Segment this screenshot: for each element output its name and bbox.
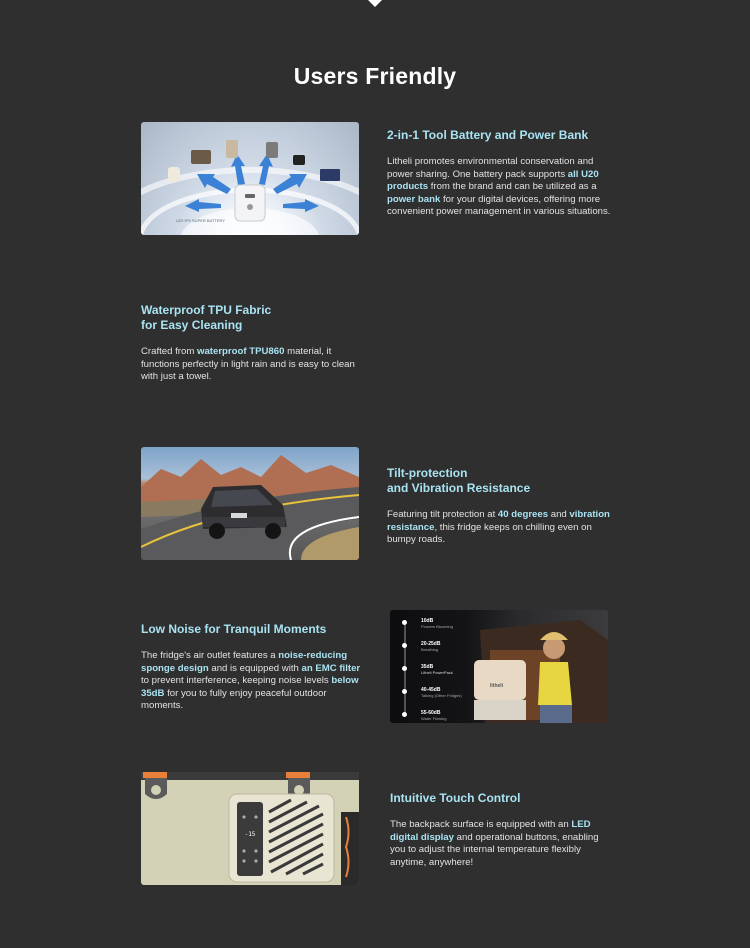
description-text: Featuring tilt protection at <box>387 509 498 520</box>
feature-title <box>387 466 612 496</box>
car-road-image <box>141 447 359 560</box>
noise-desc: Talking (Other Fridges) <box>421 693 462 698</box>
description-text: Crafted from <box>141 346 197 357</box>
highlight-text: an EMC filter <box>301 662 361 674</box>
feature-description <box>387 156 612 219</box>
description-text: for you to fully enjoy peaceful outdoor moments. <box>141 687 327 712</box>
feature-description <box>390 819 615 869</box>
led-display: -15 <box>244 831 256 838</box>
page-title: Users Friendly <box>293 63 457 90</box>
feature-title <box>141 303 366 333</box>
feature-title-line: for Easy Cleaning <box>141 318 243 332</box>
noise-db: 10dB <box>421 618 434 624</box>
brand-logo: litheli <box>490 683 504 689</box>
noise-desc: Water Flowing <box>421 716 447 721</box>
noise-db: 40-45dB <box>421 687 441 693</box>
feature-title: Intuitive Touch Control <box>390 791 521 805</box>
description-text: The backpack surface is equipped with an <box>390 819 572 830</box>
touch-control-image <box>141 772 359 885</box>
battery-caption: U20 IPS SUPER BATTERY <box>176 218 225 223</box>
description-text: The fridge's air outlet features a <box>141 650 279 661</box>
feature-title: Low Noise for Tranquil Moments <box>141 622 327 636</box>
noise-db: 35dB <box>421 664 434 670</box>
noise-level-image <box>390 610 608 723</box>
noise-db: 20-25dB <box>421 641 441 647</box>
highlight-text: vibration resistance <box>387 509 610 533</box>
feature-low-noise <box>141 622 366 713</box>
highlight-text: noise-reducing sponge design <box>141 650 348 674</box>
noise-desc: Breathing <box>421 647 439 652</box>
feature-description <box>387 509 612 547</box>
description-text: and is equipped with <box>208 662 302 674</box>
feature-description <box>141 346 366 384</box>
feature-touch-control <box>390 791 615 869</box>
description-text: material, it functions perfectly in light rain and is easy to clean with just a towel. <box>141 346 355 383</box>
highlight-text: LED digital display <box>390 819 591 843</box>
description-text: from the brand and can be utilized as a <box>428 181 597 193</box>
description-text: , this fridge keeps on chilling even on bumpy roads. <box>387 521 592 546</box>
description-text: Litheli promotes environmental conservation and power sharing. One battery pack supports <box>387 156 594 180</box>
feature-title-line: and Vibration Resistance <box>387 481 531 495</box>
highlight-text: 40 degrees <box>497 509 549 520</box>
scroll-down-indicator-icon <box>368 0 382 7</box>
feature-waterproof <box>141 303 366 384</box>
feature-description <box>141 650 366 713</box>
feature-title: 2-in-1 Tool Battery and Power Bank <box>387 128 589 142</box>
description-text: for your digital devices, offering more convenient power management in various situations. <box>387 193 611 218</box>
description-text: to prevent interference, keeping noise levels <box>141 675 332 687</box>
noise-db: 55-60dB <box>421 710 441 716</box>
feature-battery <box>387 128 612 219</box>
description-text: and operational buttons, enabling you to adjust the internal temperature flexibly anytime, anywhere! <box>390 831 599 868</box>
battery-powerbank-image <box>141 122 359 235</box>
feature-title-line: Tilt-protection <box>387 466 468 480</box>
description-text: and <box>548 509 570 520</box>
noise-desc: Flowers Blooming <box>421 624 453 629</box>
highlight-text: power bank <box>387 193 441 205</box>
feature-title-line: Waterproof TPU Fabric <box>141 303 272 317</box>
noise-desc: Litheli PowerPack <box>421 670 453 675</box>
highlight-text: below 35dB <box>141 675 359 699</box>
feature-tilt <box>387 466 612 547</box>
highlight-text: all U20 products <box>387 168 599 193</box>
highlight-text: waterproof TPU860 <box>196 346 285 357</box>
